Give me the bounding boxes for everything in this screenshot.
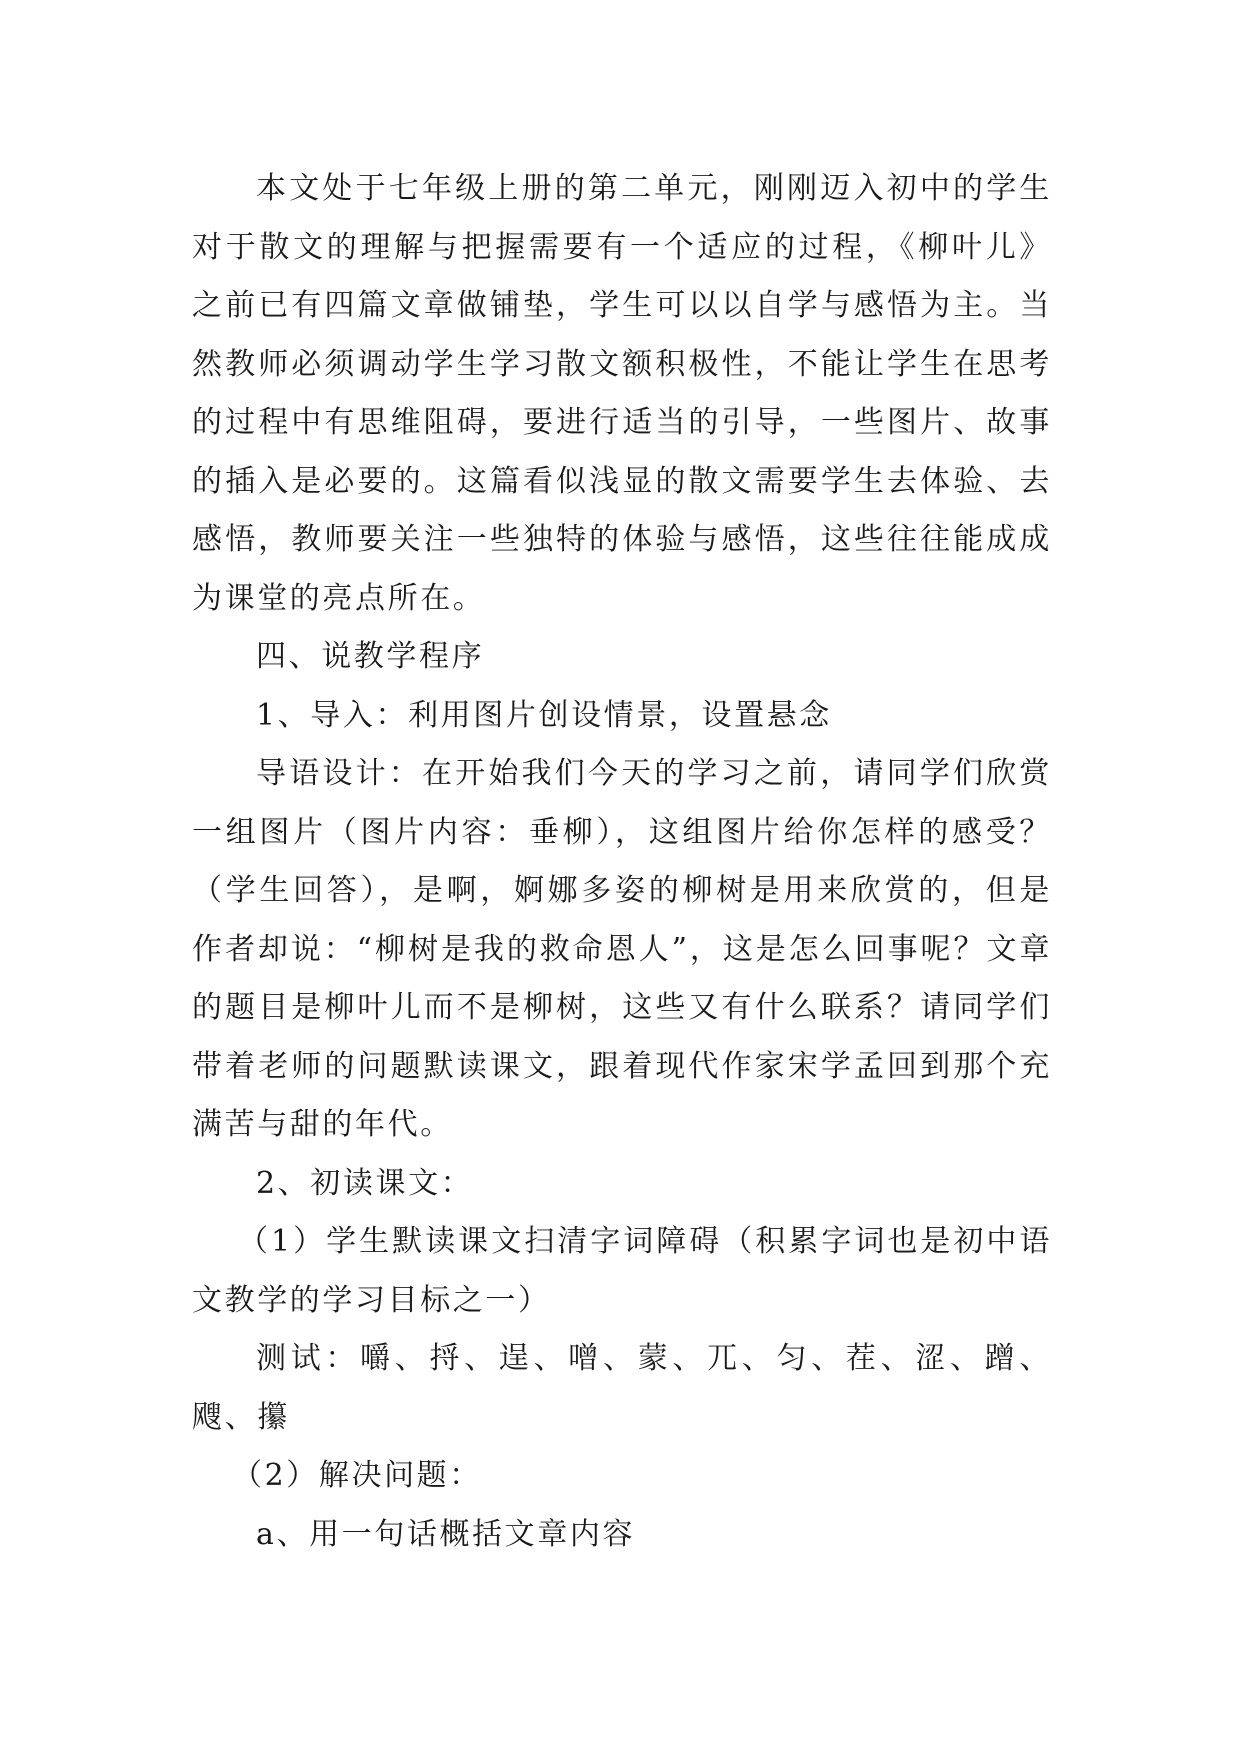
substep-1-silent-reading: （1）学生默读课文扫清字词障碍（积累字词也是初中语文教学的学习目标之一）	[192, 1224, 1052, 1318]
paragraph-analysis: 本文处于七年级上册的第二单元，刚刚迈入初中的学生对于散文的理解与把握需要有一个适应的过程，《柳叶儿》之前已有四篇文章做铺垫，学生可以以自学与感悟为主。当然教师必须调动学生学习散文额积极性，不能让学生在思考的过程中有思维阻碍，要进行适当的引导，一些图片、故事的插入是必要的。这篇看似浅显的散文需要学生去体验、去感悟，教师要关注一些独特的体验与感悟，这些往往能成成为课堂的亮点所在。	[192, 171, 1052, 616]
substep-2-solve-problems: （2）解决问题：	[232, 1458, 482, 1493]
section-heading-teaching-procedure: 四、说教学程序	[256, 639, 485, 674]
paragraph-lead-in-design: 导语设计：在开始我们今天的学习之前，请同学们欣赏一组图片（图片内容：垂柳），这组图片给你怎样的感受？（学生回答），是啊，婀娜多姿的柳树是用来欣赏的，但是作者却说：“柳树是我的救命恩人”，这是怎么回事呢？文章的题目是柳叶儿而不是柳树，这些又有什么联系？请同学们带着老师的问题默读课文，跟着现代作家宋学孟回到那个充满苦与甜的年代。	[192, 756, 1052, 1142]
document-page	[192, 160, 1052, 1564]
step-2-first-reading: 2、初读课文：	[256, 1165, 474, 1201]
step-1-introduction: 1、导入：利用图片创设情景，设置悬念	[256, 697, 832, 733]
item-a-summarize: a、用一句话概括文章内容	[256, 1516, 636, 1552]
vocabulary-test: 测试：嚼、捋、逞、噌、蒙、兀、匀、茬、涩、蹭、飕、攥	[192, 1341, 1052, 1435]
